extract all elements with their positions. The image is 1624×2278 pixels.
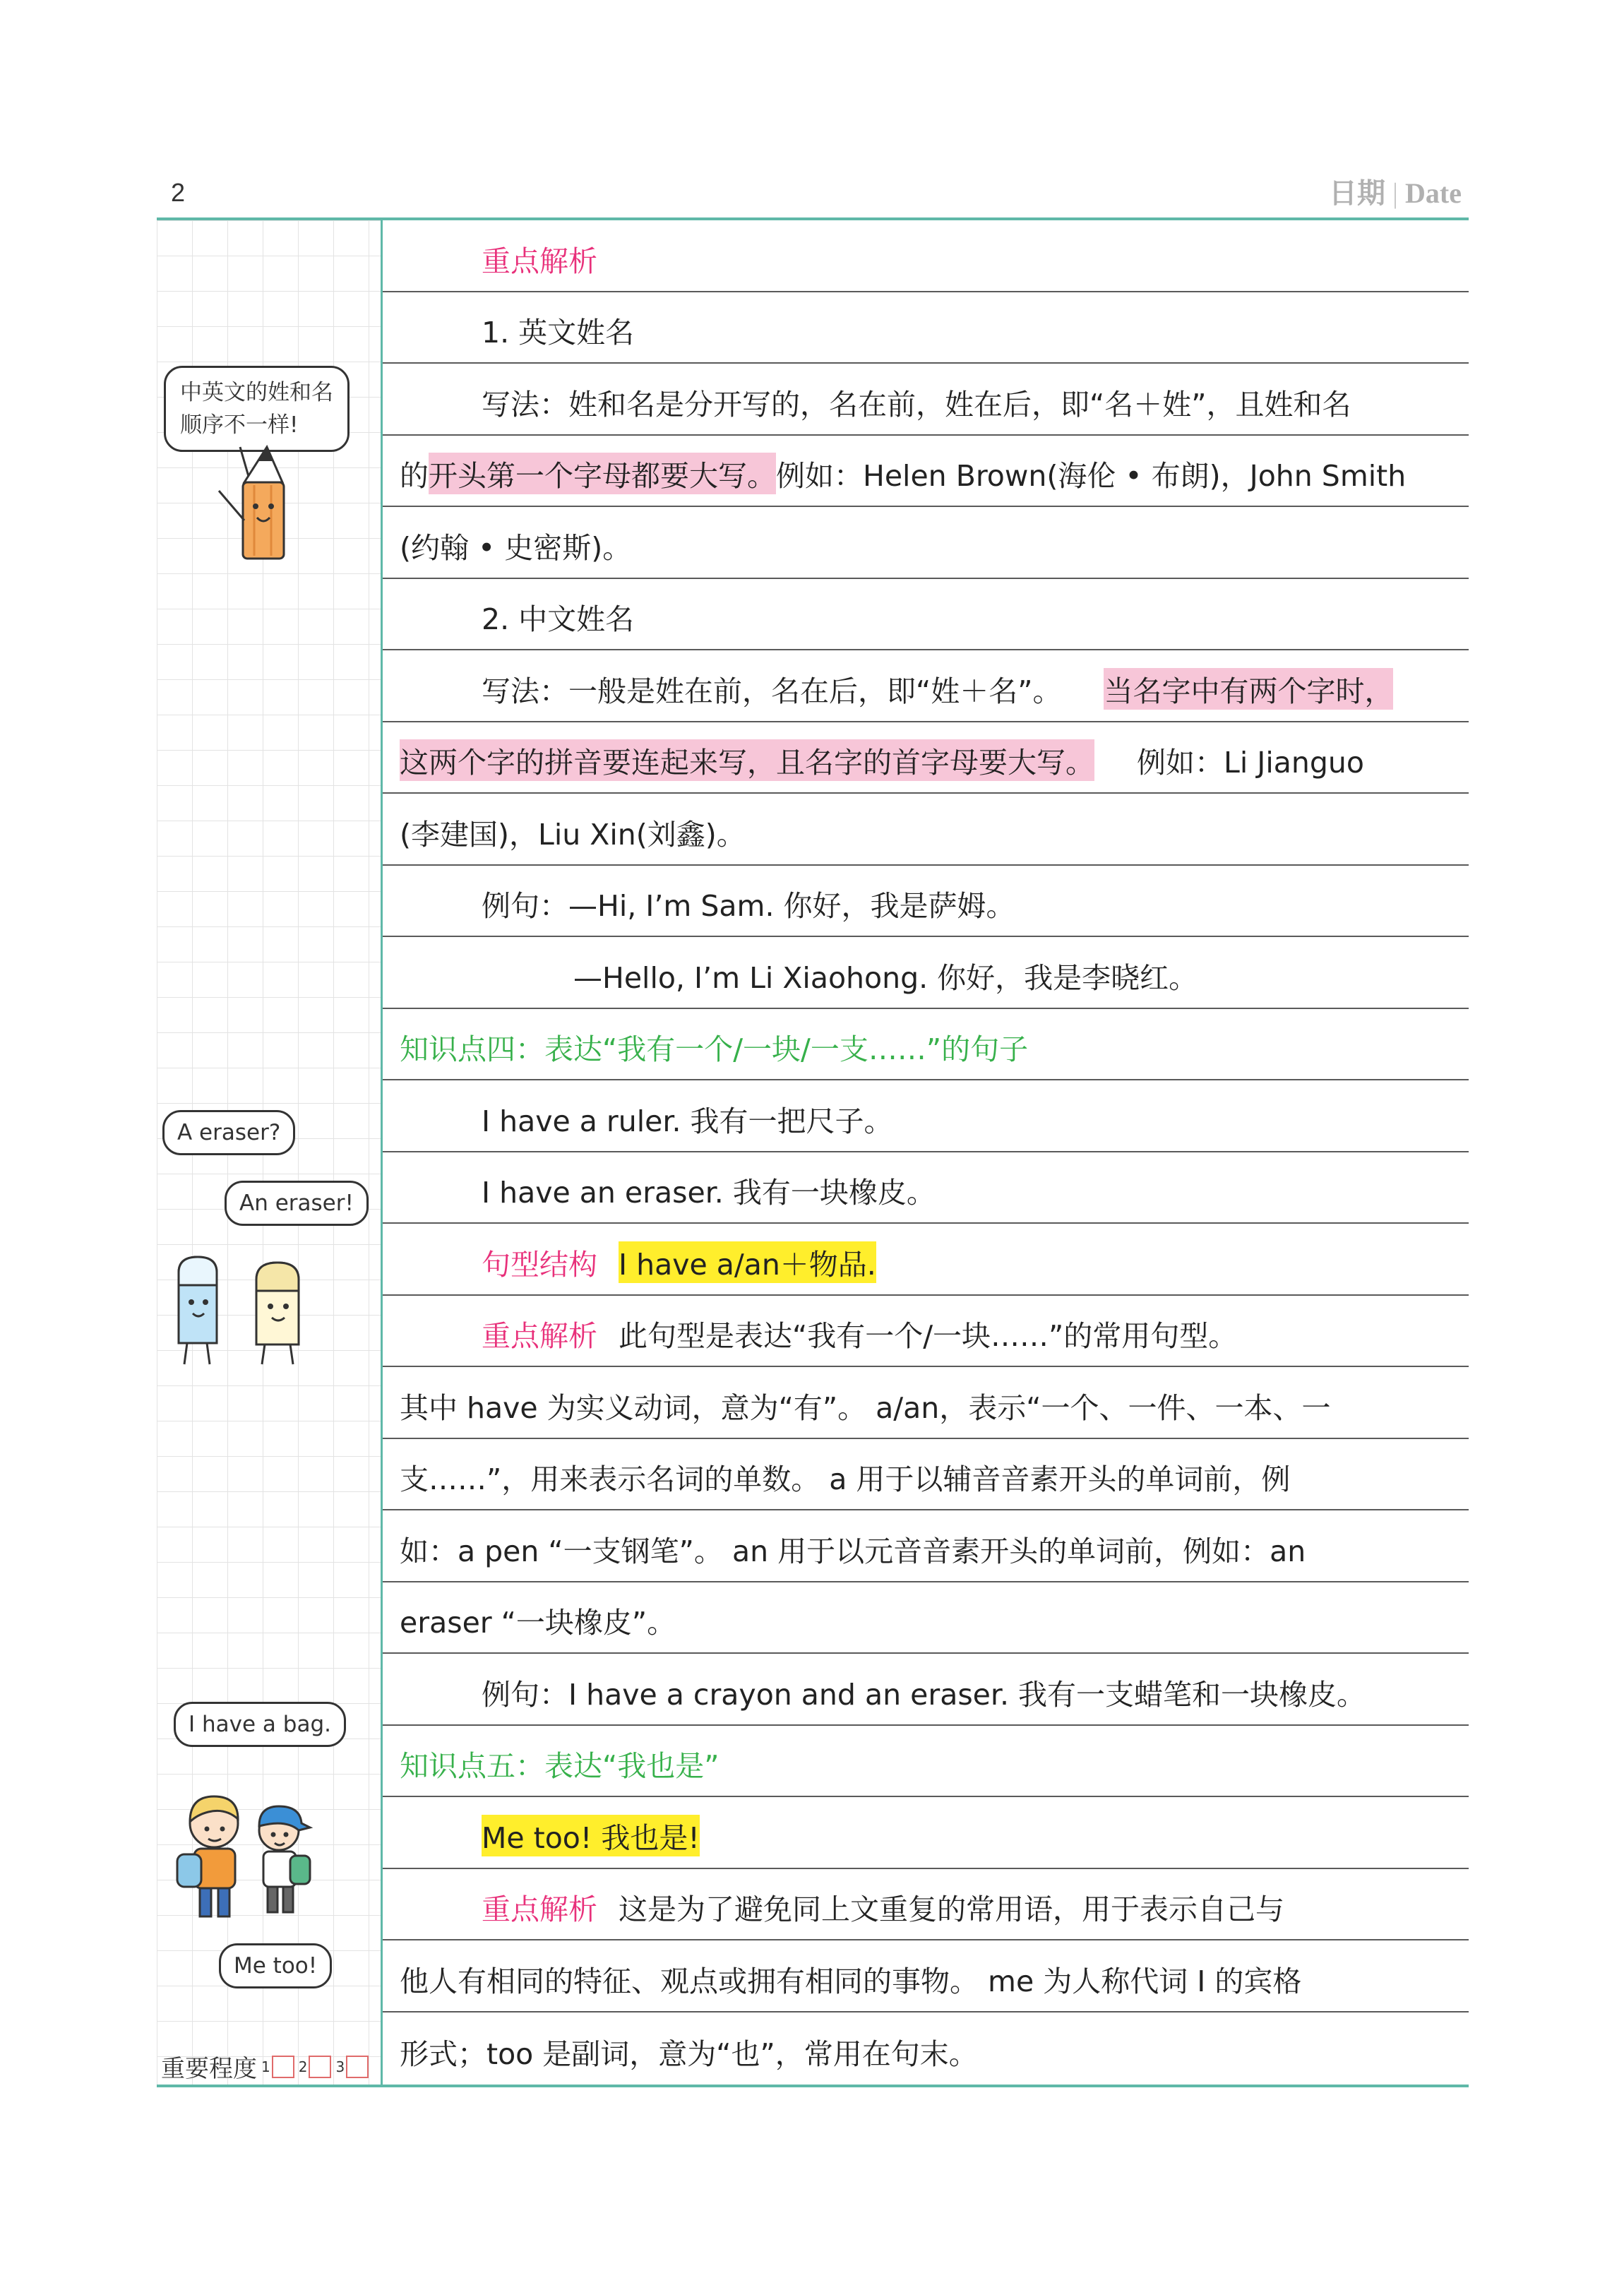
text: (约翰 • 史密斯)。 [400, 530, 632, 565]
note-line [383, 364, 1469, 436]
note-line [383, 220, 1469, 292]
date-label-zh: 日期 [1329, 177, 1386, 209]
speech-bubble-a-eraser: A eraser? [162, 1110, 295, 1155]
importance-level-number: 3 [335, 2058, 345, 2075]
note-line [383, 650, 1469, 722]
date-separator: | [1392, 177, 1399, 209]
note-line [383, 1439, 1469, 1511]
note-line [383, 1080, 1469, 1152]
note-line [383, 1224, 1469, 1296]
knowledge-point-heading: 知识点四：表达“我有一个/一块/一支……”的句子 [400, 1032, 1029, 1066]
highlighted-text: 这两个字的拼音要连起来写，且名字的首字母要大写。 [400, 739, 1094, 781]
bottom-rule [157, 2085, 1469, 2087]
note-line [383, 722, 1469, 794]
highlighted-pattern: I have a/an＋物品. [619, 1241, 876, 1283]
text: 形式；too 是副词，意为“也”，常用在句末。 [400, 2037, 978, 2071]
text: 这是为了避免同上文重复的常用语，用于表示自己与 [619, 1892, 1284, 1926]
knowledge-point-heading: 知识点五：表达“我也是” [400, 1749, 720, 1783]
speech-bubble-an-eraser: An eraser! [225, 1181, 369, 1226]
text: 支……”，用来表示名词的单数。 a 用于以辅音音素开头的单词前，例 [400, 1462, 1291, 1496]
text: 例如：Helen Brown(海伦 • 布朗)，John Smith [776, 459, 1407, 493]
date-label-en: Date [1405, 177, 1462, 209]
bubble-line: 顺序不一样! [180, 412, 299, 438]
key-analysis-heading: 重点解析 [482, 244, 597, 278]
pencil-illustration [212, 441, 297, 568]
example-sentence: —Hello, I’m Li Xiaohong. 你好，我是李晓红。 [573, 960, 1198, 995]
key-analysis-heading: 重点解析 [482, 1892, 597, 1926]
importance-level-number: 1 [261, 2058, 270, 2075]
text: eraser “一块橡皮”。 [400, 1606, 676, 1640]
example-sentence: I have a ruler. 我有一把尺子。 [482, 1104, 893, 1138]
text: 写法：姓和名是分开写的，名在前，姓在后，即“名＋姓”，且姓和名 [482, 387, 1351, 422]
note-line [383, 794, 1469, 866]
note-line [383, 1296, 1469, 1368]
text: 他人有相同的特征、观点或拥有相同的事物。 me 为人称代词 I 的宾格 [400, 1964, 1302, 1998]
eraser-characters-illustration [166, 1251, 321, 1371]
text: 此句型是表达“我有一个/一块……”的常用句型。 [619, 1319, 1238, 1353]
importance-checkbox[interactable] [309, 2056, 331, 2078]
subheading: 2. 中文姓名 [482, 602, 635, 636]
note-line [383, 1654, 1469, 1726]
importance-label: 重要程度 [161, 2055, 257, 2083]
importance-level-number: 2 [298, 2058, 308, 2075]
note-line [383, 1940, 1469, 2012]
highlighted-text: 当名字中有两个字时， [1104, 668, 1393, 710]
speech-bubble-names [164, 366, 350, 452]
note-line [383, 1152, 1469, 1224]
note-line [383, 292, 1469, 364]
note-line [383, 937, 1469, 1009]
note-line [383, 1009, 1469, 1081]
note-line [383, 866, 1469, 938]
note-line [383, 579, 1469, 651]
importance-rating [161, 2049, 369, 2084]
text: 其中 have 为实义动词，意为“有”。 a/an，表示“一个、一件、一本、一 [400, 1390, 1331, 1425]
date-label [1329, 171, 1462, 211]
page-number: 2 [171, 178, 186, 207]
kids-illustration [166, 1787, 321, 1942]
key-analysis-heading: 重点解析 [482, 1319, 597, 1353]
note-line [383, 1869, 1469, 1941]
speech-bubble-i-have-a-bag: I have a bag. [174, 1702, 346, 1747]
note-line [383, 1582, 1469, 1654]
importance-checkbox[interactable] [346, 2056, 369, 2078]
highlighted-pattern: Me too! 我也是! [482, 1815, 700, 1856]
notes-content [383, 220, 1469, 2084]
note-line [383, 2012, 1469, 2085]
note-line [383, 1726, 1469, 1798]
note-line [383, 1797, 1469, 1869]
example-sentence: 例句：I have a crayon and an eraser. 我有一支蜡笔和一块橡皮。 [482, 1677, 1366, 1712]
text: 的 [400, 459, 429, 493]
note-line [383, 1510, 1469, 1582]
note-line [383, 436, 1469, 508]
sentence-structure-heading: 句型结构 [482, 1247, 597, 1282]
note-line [383, 507, 1469, 579]
bubble-line: 中英文的姓和名 [180, 380, 333, 405]
note-line [383, 1367, 1469, 1439]
importance-checkbox[interactable] [272, 2056, 294, 2078]
text: 如：a pen “一支钢笔”。 an 用于以元音音素开头的单词前，例如：an [400, 1534, 1306, 1568]
example-sentence: 例句：—Hi, I’m Sam. 你好，我是萨姆。 [482, 889, 1015, 923]
highlighted-text: 开头第一个字母都要大写。 [429, 453, 776, 494]
example-sentence: I have an eraser. 我有一块橡皮。 [482, 1176, 936, 1210]
subheading: 1. 英文姓名 [482, 316, 635, 350]
speech-bubble-me-too: Me too! [219, 1943, 332, 1988]
text: 例如：Li Jianguo [1137, 746, 1364, 780]
text: 写法：一般是姓在前，名在后，即“姓＋名”。 [482, 674, 1062, 708]
text: (李建国)，Liu Xin(刘鑫)。 [400, 817, 746, 852]
